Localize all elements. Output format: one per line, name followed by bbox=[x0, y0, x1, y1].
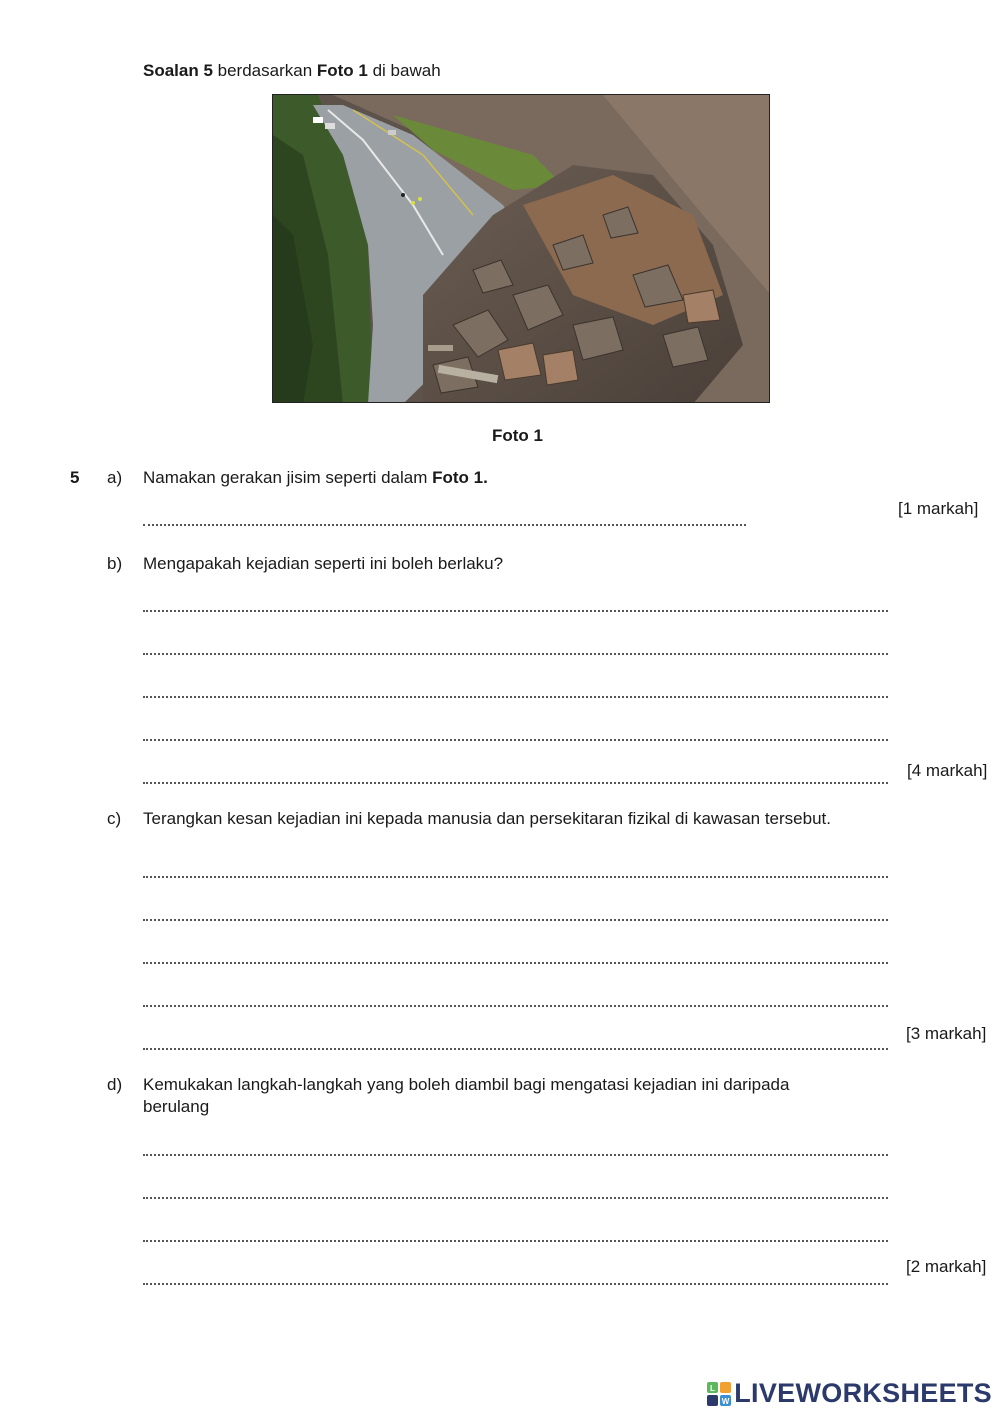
answer-line-d2[interactable] bbox=[143, 1187, 888, 1199]
question-a-prompt: Namakan gerakan jisim seperti dalam bbox=[143, 468, 433, 487]
answer-line-c4[interactable] bbox=[143, 995, 888, 1007]
question-c-text: Terangkan kesan kejadian ini kepada manusia dan persekitaran fizikal di kawasan tersebut. bbox=[143, 809, 831, 828]
intro-suffix: di bawah bbox=[367, 61, 441, 80]
answer-line-b2[interactable] bbox=[143, 643, 888, 655]
answer-line-a1[interactable] bbox=[143, 514, 746, 526]
landslide-illustration bbox=[273, 95, 770, 403]
photo-caption: Foto 1 bbox=[492, 426, 543, 445]
liveworksheets-logo[interactable] bbox=[707, 1378, 992, 1409]
logo-letter-l: L bbox=[710, 1383, 716, 1393]
answer-line-c5[interactable] bbox=[143, 1038, 888, 1050]
question-a-marks: [1 markah] bbox=[898, 499, 979, 518]
question-b-label: b) bbox=[107, 554, 123, 573]
question-number: 5 bbox=[70, 468, 80, 487]
question-d-text-line1: Kemukakan langkah-langkah yang boleh diambil bagi mengatasi kejadian ini daripada bbox=[143, 1075, 790, 1094]
question-d-text-line2: berulang bbox=[143, 1097, 210, 1116]
answer-line-d3[interactable] bbox=[143, 1230, 888, 1242]
answer-line-c3[interactable] bbox=[143, 952, 888, 964]
answer-line-d4[interactable] bbox=[143, 1273, 888, 1285]
answer-line-c2[interactable] bbox=[143, 909, 888, 921]
question-a-text bbox=[143, 468, 488, 488]
question-a-label: a) bbox=[107, 468, 123, 487]
answer-line-b3[interactable] bbox=[143, 686, 888, 698]
answer-line-d1[interactable] bbox=[143, 1144, 888, 1156]
answer-line-c1[interactable] bbox=[143, 866, 888, 878]
question-b-marks: [4 markah] bbox=[907, 761, 988, 780]
question-c-marks: [3 markah] bbox=[906, 1024, 987, 1043]
question-b-text: Mengapakah kejadian seperti ini boleh berlaku? bbox=[143, 554, 504, 573]
question-d-marks: [2 markah] bbox=[906, 1257, 987, 1276]
intro-line bbox=[143, 61, 441, 81]
question-c-label: c) bbox=[107, 809, 122, 828]
question-d-label: d) bbox=[107, 1075, 123, 1094]
intro-question-ref: Soalan 5 bbox=[143, 61, 213, 80]
question-a-photo-ref: Foto 1. bbox=[432, 468, 488, 487]
landslide-photo bbox=[272, 94, 770, 403]
intro-middle: berdasarkan bbox=[212, 61, 317, 80]
answer-line-b4[interactable] bbox=[143, 729, 888, 741]
answer-line-b1[interactable] bbox=[143, 600, 888, 612]
logo-letter-w: W bbox=[721, 1396, 730, 1406]
answer-line-b5[interactable] bbox=[143, 772, 888, 784]
liveworksheets-brand: LIVEWORKSHEETS bbox=[734, 1378, 992, 1408]
intro-photo-ref: Foto 1 bbox=[316, 61, 368, 80]
liveworksheets-logo-icon bbox=[707, 1382, 731, 1406]
